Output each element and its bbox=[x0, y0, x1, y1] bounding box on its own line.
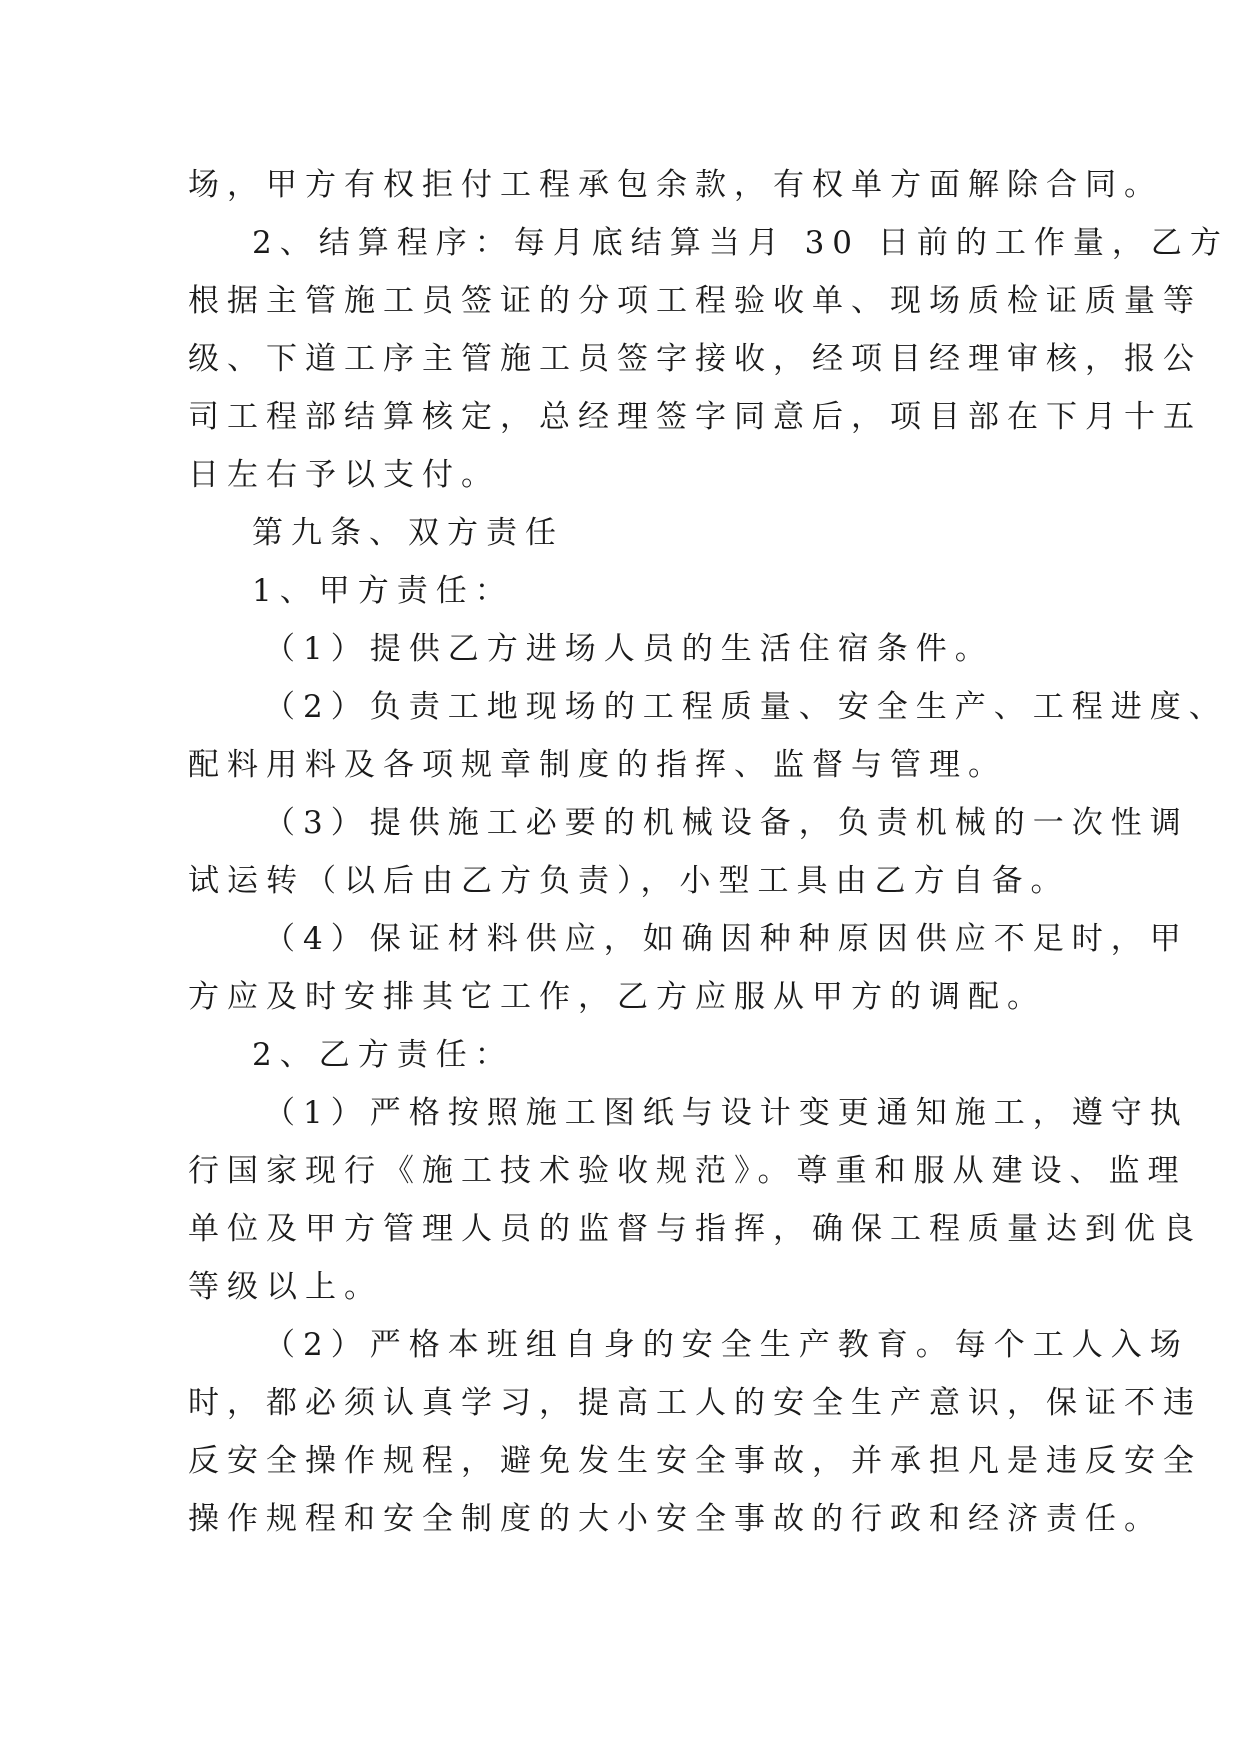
text-line: 试运转（以后由乙方负责），小型工具由乙方自备。 bbox=[188, 863, 1070, 899]
text-line: 反安全操作规程，避免发生安全事故，并承担凡是违反安全 bbox=[188, 1443, 1202, 1479]
text-line: 级、下道工序主管施工员签字接收，经项目经理审核，报公 bbox=[188, 341, 1202, 377]
text-line: 日左右予以支付。 bbox=[188, 457, 500, 493]
text-line: 操作规程和安全制度的大小安全事故的行政和经济责任。 bbox=[188, 1501, 1163, 1537]
text-line: 场，甲方有权拒付工程承包余款，有权单方面解除合同。 bbox=[188, 167, 1163, 203]
text-line: 时，都必须认真学习，提高工人的安全生产意识，保证不违 bbox=[188, 1385, 1202, 1421]
text-line: 等级以上。 bbox=[188, 1269, 383, 1305]
text-line: 方应及时安排其它工作，乙方应服从甲方的调配。 bbox=[188, 979, 1046, 1015]
text-line: 单位及甲方管理人员的监督与指挥，确保工程质量达到优良 bbox=[188, 1211, 1202, 1247]
text-line: （2）严格本班组自身的安全生产教育。每个工人入场 bbox=[264, 1327, 1189, 1363]
subsection-heading: 1、甲方责任： bbox=[252, 573, 514, 609]
text-line: （2）负责工地现场的工程质量、安全生产、工程进度、 bbox=[264, 689, 1228, 725]
text-line: 行国家现行《施工技术验收规范》。尊重和服从建设、监理 bbox=[188, 1153, 1187, 1189]
subsection-heading: 2、乙方责任： bbox=[252, 1037, 514, 1073]
text-line: 配料用料及各项规章制度的指挥、监督与管理。 bbox=[188, 747, 1007, 783]
text-line: （3）提供施工必要的机械设备，负责机械的一次性调 bbox=[264, 805, 1189, 841]
text-line: （1）严格按照施工图纸与设计变更通知施工，遵守执 bbox=[264, 1095, 1189, 1131]
text-line: 根据主管施工员签证的分项工程验收单、现场质检证质量等 bbox=[188, 283, 1202, 319]
text-line: 2、结算程序：每月底结算当月 30 日前的工作量，乙方 bbox=[252, 225, 1229, 261]
section-heading: 第九条、双方责任 bbox=[252, 515, 564, 551]
text-line: （4）保证材料供应，如确因种种原因供应不足时，甲 bbox=[264, 921, 1189, 957]
text-line: 司工程部结算核定，总经理签字同意后，项目部在下月十五 bbox=[188, 399, 1202, 435]
text-line: （1）提供乙方进场人员的生活住宿条件。 bbox=[264, 631, 994, 667]
